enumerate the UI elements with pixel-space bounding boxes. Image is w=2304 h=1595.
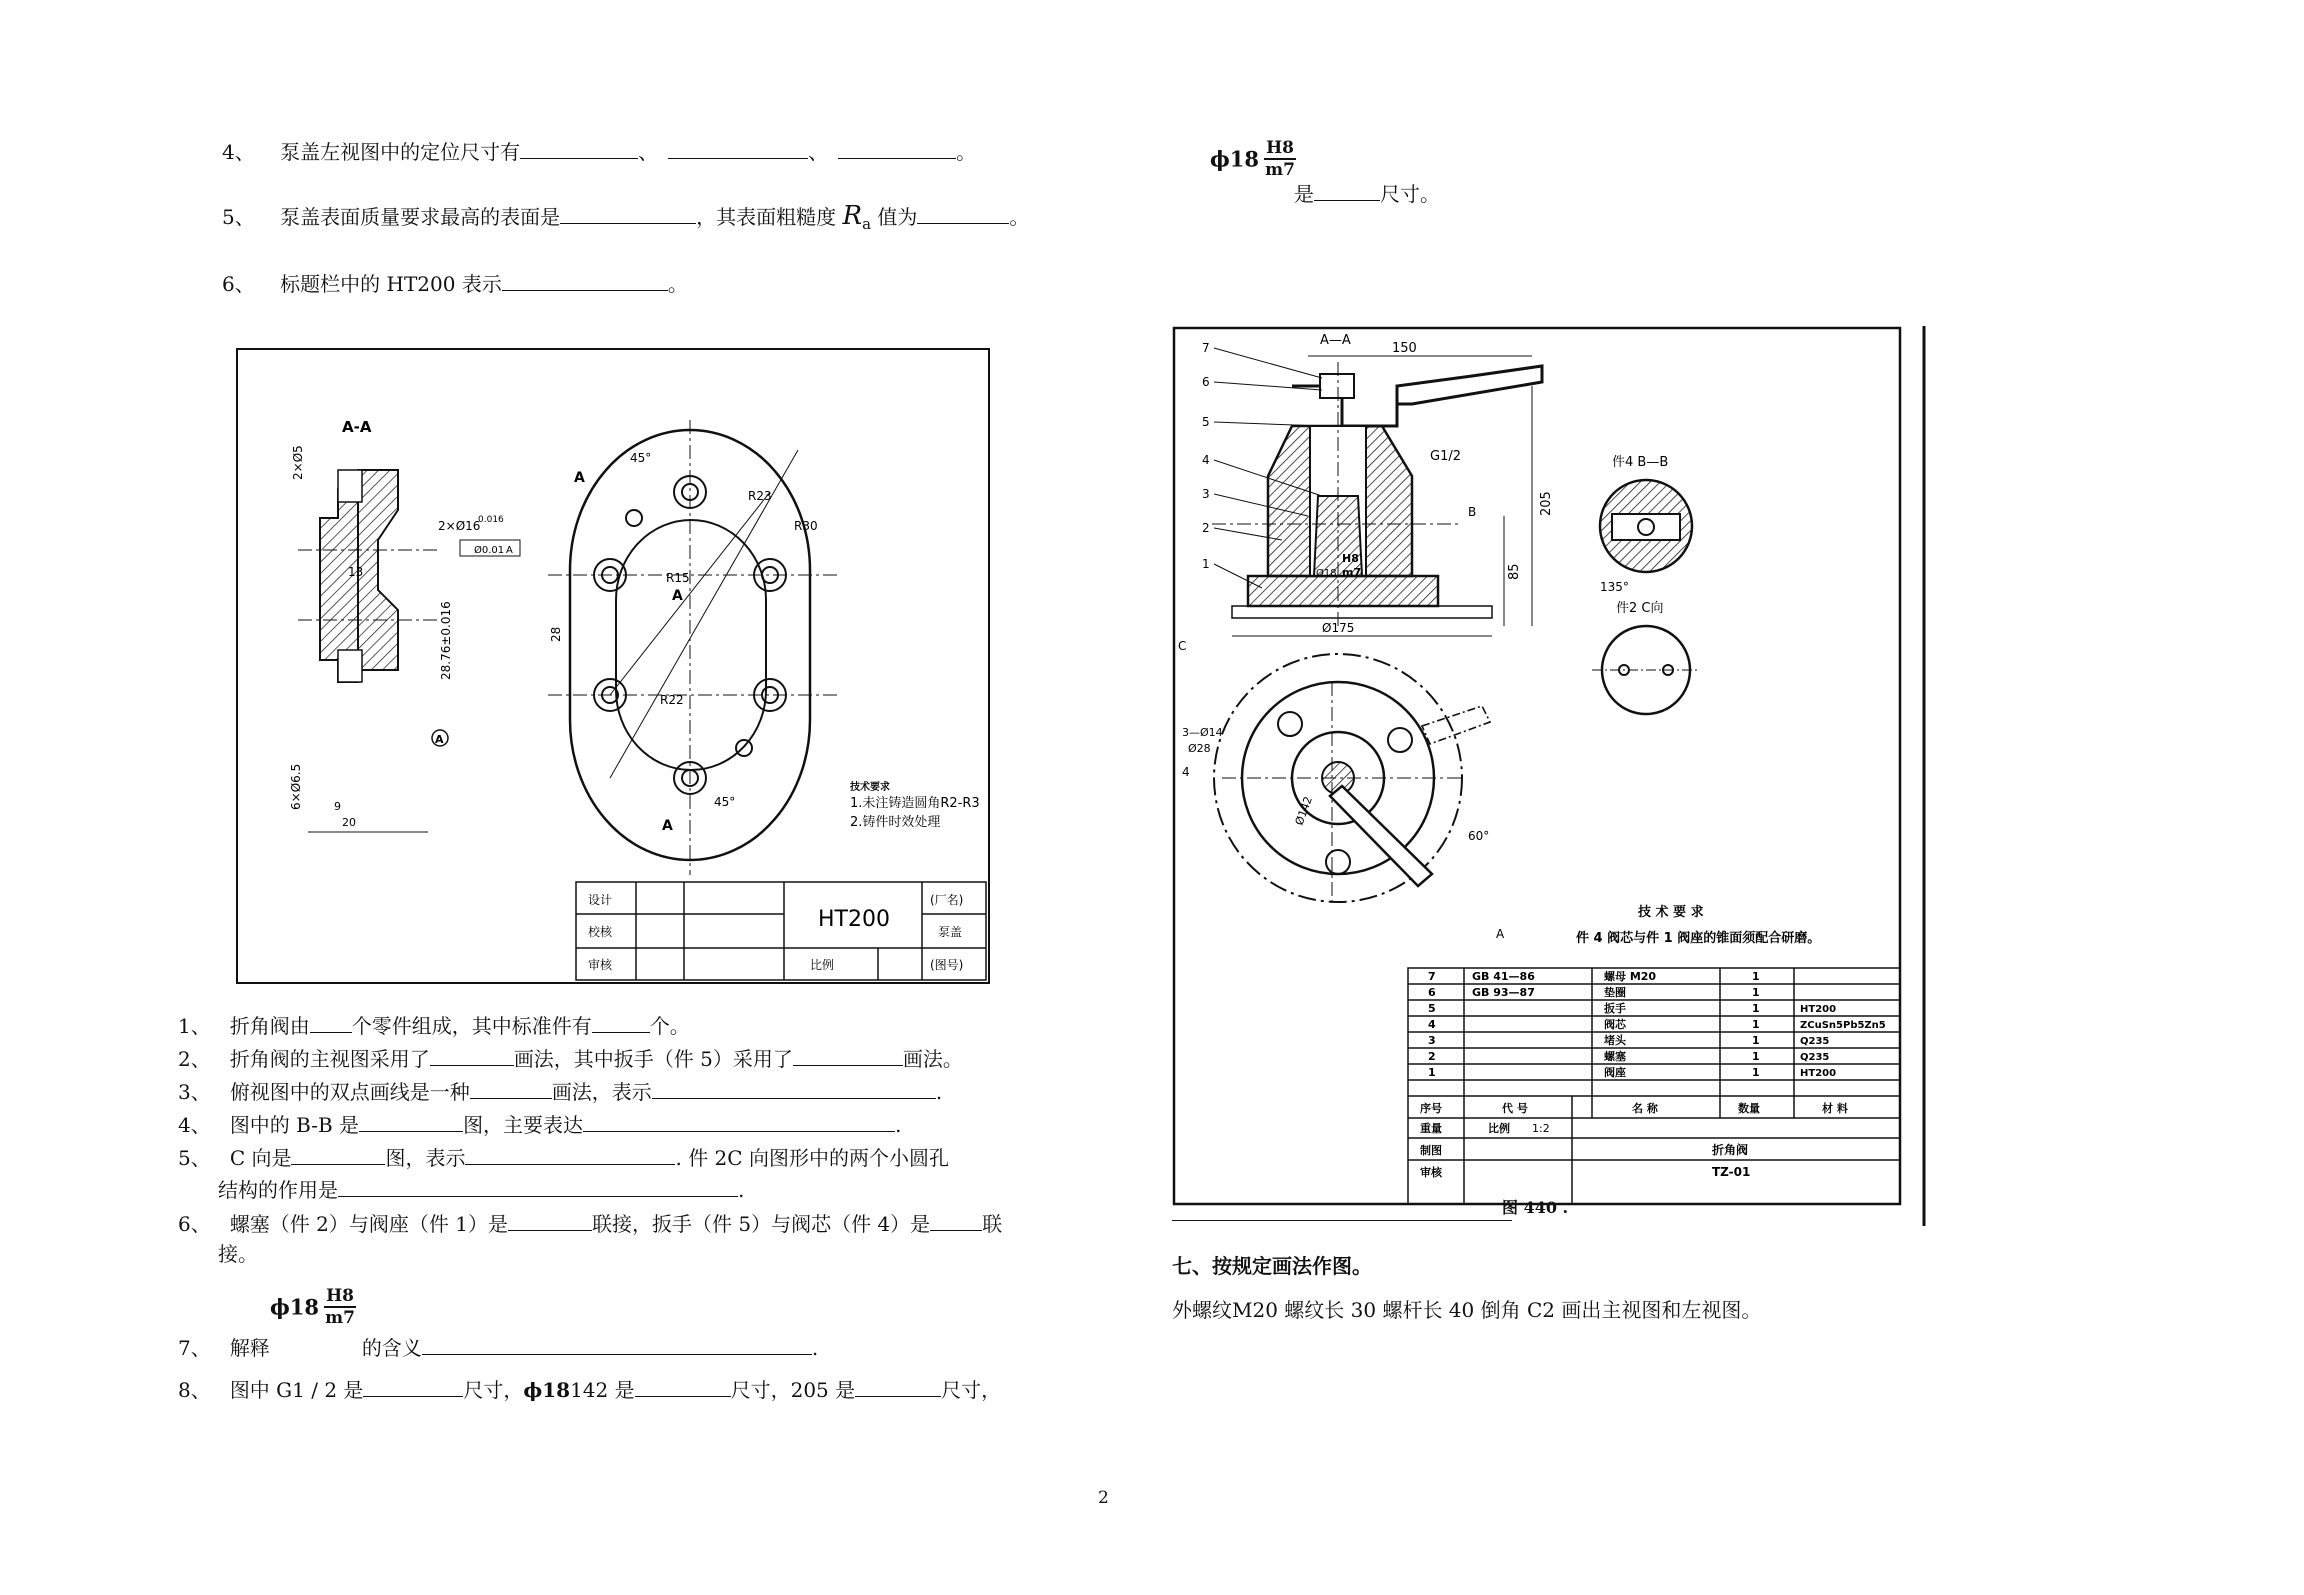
question-text: 值为 [877,205,918,229]
dim-label: Ø0.01 [474,545,505,556]
valve-question-2 [178,1047,963,1071]
flange-inner [616,520,766,770]
answer-blank[interactable] [793,1047,903,1066]
bom-cell-qty: 1 [1752,1034,1760,1047]
valve-question-3 [178,1080,942,1104]
dim-label: A [506,545,513,556]
question-number: 4、 [222,140,255,164]
question-text: 尺寸， [941,1378,1002,1402]
bolt-hole [1388,728,1412,752]
question-text: 图中 G1 / 2 是 [229,1378,364,1402]
question-text: 联 [982,1212,1003,1236]
answer-blank[interactable] [592,1014,650,1033]
bom-rows [1428,969,1886,1079]
title-block-material: HT200 [818,907,890,932]
bom-cell-name: 螺塞 [1604,1050,1626,1063]
base-flange [1232,606,1492,618]
dim-label: Ø142 [1292,794,1315,828]
question-text: 画法，其中扳手（件 5）采用了 [513,1047,793,1071]
fit-denominator: m7 [325,1308,355,1328]
dim-label: 28.76±0.016 [439,601,453,680]
bom-cell-qty: 1 [1752,986,1760,999]
question-text: 图中的 B-B 是 [229,1113,360,1137]
section-mark: C [1178,639,1187,653]
question-text: 尺寸。 [1380,182,1440,206]
answer-blank[interactable] [470,1080,552,1099]
bom-cell-mat: HT200 [1800,1004,1837,1015]
bom-cell-qty: 1 [1752,970,1760,983]
bom-cell-no: 4 [1428,1018,1436,1031]
leader-label: 2 [1202,521,1210,535]
fit-phi: ϕ18 [1210,146,1259,172]
question-text: C 向是 [229,1146,292,1170]
ra-subscript: a [862,215,872,233]
caption-underline [1172,1200,1512,1221]
dim-label: R30 [794,519,818,533]
angle-label: 45° [630,451,652,465]
dim-label: R22 [660,693,684,707]
answer-blank[interactable] [583,1113,895,1132]
dim-label: 3—Ø14 [1182,726,1223,739]
section-bore-bottom [338,650,362,682]
leader-label: 3 [1202,487,1210,501]
question-number: 7、 [178,1336,211,1360]
valve-question-1 [178,1014,690,1038]
bom-cell-mat: HT200 [1800,1068,1837,1079]
pump-cover-svg [238,350,988,982]
fit-numerator: H8 [326,1286,354,1306]
answer-blank[interactable] [930,1212,982,1231]
question-text: 解释 [229,1336,270,1360]
fit-fraction [1264,138,1296,180]
bom-header-cell: 数量 [1738,1102,1760,1115]
title-row-cell: 折角阀 [1712,1143,1749,1157]
tech-title: 技 术 要 求 [1638,905,1704,920]
section-body-right [358,470,398,670]
angle-label: 135° [1600,580,1629,594]
question-text: 图，表示 [385,1146,466,1170]
question-number: 2、 [178,1047,211,1071]
title-block-cell: 泵盖 [938,925,963,939]
bom-cell-no: 6 [1428,986,1436,999]
bom-cell-mat: Q235 [1800,1036,1830,1047]
bolt-hole [1278,712,1302,736]
bom-cell-no: 7 [1428,970,1436,983]
punctuation: 。 [1009,205,1030,229]
section-label: A—A [1320,333,1351,348]
bom-cell-no: 1 [1428,1066,1436,1079]
phi-symbol: ϕ18 [523,1378,571,1402]
section7-text: 外螺纹M20 螺纹长 30 螺杆长 40 倒角 C2 画出主视图和左视图。 [1172,1298,1762,1322]
dim-label: 4 [1182,765,1190,779]
question-text: . [935,1080,943,1104]
valve-question-6 [178,1212,1002,1236]
bom-cell-name: 螺母 M20 [1604,970,1657,983]
title-row-cell: 比例 [1488,1122,1510,1135]
bom-cell-name: 堵头 [1604,1034,1626,1047]
fit-phi: ϕ18 [270,1294,319,1320]
title-row-cell: TZ-01 [1712,1165,1751,1179]
question-number: 6、 [178,1212,211,1236]
question-6-pump [222,272,688,296]
answer-blank[interactable] [668,140,808,159]
question-text: 结构的作用是 [218,1178,338,1202]
question-text: 142 是 [570,1378,635,1402]
valve-question-8 [178,1378,1001,1402]
question-number: 4、 [178,1113,211,1137]
bom-cell-mat: Q235 [1800,1052,1830,1063]
question-text: 折角阀的主视图采用了 [229,1047,430,1071]
dim-label: G1/2 [1430,449,1461,464]
pump-cover-drawing [236,348,990,984]
question-text: 尺寸， [463,1378,524,1402]
section-bore-top [338,470,362,502]
leader-labels [1202,341,1210,571]
leader-label: 7 [1202,341,1210,355]
bom-cell-name: 垫圈 [1604,986,1626,999]
answer-blank[interactable] [652,1080,936,1099]
question-text: 螺塞（件 2）与阀座（件 1）是 [229,1212,508,1236]
punctuation: 。 [667,272,688,296]
fit-numerator: H8 [1266,138,1294,158]
tech-notes-title: 技术要求 [850,782,890,793]
angle-label: 45° [714,795,736,809]
question-text: 的含义 [361,1336,422,1360]
section-mark: A [672,588,683,604]
fit-symbol-left [270,1286,356,1328]
question-number: 3、 [178,1080,211,1104]
bolt-hole [1326,850,1350,874]
answer-blank[interactable] [1314,182,1380,201]
title-row-cell: 制图 [1420,1144,1442,1157]
bom-cell-name: 阀座 [1604,1066,1626,1079]
valve-question-4 [178,1113,901,1137]
answer-blank[interactable] [502,272,668,291]
dim-label: Ø28 [1188,742,1211,755]
title-block-cell: 比例 [810,958,835,972]
figure-caption: 图 440 . [1502,1198,1569,1217]
dim-label: 20 [342,816,356,829]
question-number: 5、 [178,1146,211,1170]
separator: 、 [638,140,659,164]
dim-label: 2×Ø5 [291,445,305,480]
leader-label: 4 [1202,453,1210,467]
leader-label: 1 [1202,557,1210,571]
question-text: 接。 [218,1242,258,1266]
section-label: 件4 B—B [1612,455,1669,470]
question-number: 6、 [222,272,255,296]
answer-blank[interactable] [359,1113,463,1132]
answer-blank[interactable] [917,205,1009,224]
question-5-pump [222,201,1030,236]
leader-label: 6 [1202,375,1210,389]
title-row-cell: 审核 [1420,1166,1442,1179]
valve-assembly-drawing [1172,326,1930,1226]
bom-cell-qty: 1 [1752,1002,1760,1015]
dim-label: 205 [1539,491,1554,516]
bom-cell-no: 5 [1428,1002,1436,1015]
question-text: 尺寸，205 是 [730,1378,856,1402]
question-text: 个。 [649,1014,690,1038]
leader-label: 5 [1202,415,1210,429]
punctuation: 。 [956,140,977,164]
bom-cell-no: 3 [1428,1034,1436,1047]
dim-label: R15 [666,571,690,585]
answer-blank[interactable] [422,1336,812,1355]
datum-label: A [435,733,444,746]
bom-cell-name: 扳手 [1604,1002,1626,1015]
section-mark: B [1468,505,1477,519]
fit-denominator: m7 [1265,160,1295,180]
ra-symbol: R [842,201,863,231]
answer-blank[interactable] [363,1378,463,1397]
section7-title: 七、按规定画法作图。 [1172,1254,1372,1278]
bom-cell-mat: ZCuSn5Pb5Zn5 [1800,1020,1886,1031]
section-mark: A [574,470,585,486]
valve-assembly-svg [1172,326,1930,1226]
question-number: 8、 [178,1378,211,1402]
question-text: 画法。 [902,1047,963,1071]
dim-label: 6×Ø6.5 [289,763,303,810]
dim-label: 150 [1392,341,1417,356]
answer-blank[interactable] [635,1378,731,1397]
fit-label: H8 [1342,552,1359,565]
question-text: 泵盖左视图中的定位尺寸有 [280,140,521,164]
section-mark: A [662,818,673,834]
tech-note: 2.铸件时效处理 [850,815,941,830]
bom-cell-code: GB 41—86 [1472,970,1535,983]
fit-fraction [324,1286,356,1328]
valve-question-6-line2 [218,1242,258,1266]
question-text: 泵盖表面质量要求最高的表面是 [280,205,561,229]
section-mark: A [1496,927,1505,941]
section-label: 件2 C向 [1616,601,1664,616]
bom-header-cell: 代 号 [1502,1102,1528,1115]
title-row-cell: 重量 [1420,1122,1442,1135]
bom-header-cell: 材 料 [1822,1102,1848,1115]
title-block-cell: (厂名) [930,893,964,907]
question-text: 图，主要表达 [463,1113,584,1137]
fit-label: m7 [1342,566,1362,579]
nut-part [1320,374,1354,398]
answer-blank[interactable] [855,1378,941,1397]
question-text: ，其表面粗糙度 [696,205,837,229]
tech-note: 件 4 阀芯与件 1 阀座的锥面须配合研磨。 [1576,931,1821,946]
section-label: A-A [342,418,372,436]
question-text: 联接，扳手（件 5）与阀芯（件 4）是 [591,1212,931,1236]
question-text: . [895,1113,902,1137]
answer-blank[interactable] [430,1047,514,1066]
bom-cell-name: 阀芯 [1604,1018,1626,1031]
bom-cell-code: GB 93—87 [1472,986,1535,999]
question-8-continued [1294,182,1440,206]
dim-label: 0.016 [478,515,504,525]
question-4-pump [222,140,976,164]
title-block-cell: 校核 [588,925,613,939]
bom-cell-qty: 1 [1752,1050,1760,1063]
question-text: . 件 2C 向图形中的两个小圆孔 [675,1146,949,1170]
dim-label: Ø18 [1316,568,1337,579]
angle-label: 60° [1468,829,1490,843]
title-block-cell: 设计 [588,893,613,907]
tech-note: 1.未注铸造圆角R2-R3 [850,796,980,811]
valve-question-5 [178,1146,949,1170]
section-bb-hole [1638,519,1654,535]
bom-header-cell: 名 称 [1632,1102,1658,1115]
separator: 、 [808,140,829,164]
dim-label: R23 [748,489,772,503]
question-text: 标题栏中的 HT200 表示 [280,272,502,296]
answer-blank[interactable] [465,1146,675,1165]
page-number: 2 [1098,1488,1109,1508]
question-text: . [811,1336,819,1360]
title-row-cell: 1:2 [1532,1122,1550,1135]
dim-label: 2×Ø16 [438,519,481,533]
answer-blank[interactable] [838,140,956,159]
valve-question-7 [178,1336,818,1360]
question-number: 5、 [222,205,255,229]
question-number: 1、 [178,1014,211,1038]
question-text: 折角阀由 [229,1014,310,1038]
answer-blank[interactable] [508,1212,592,1231]
valve-question-5-line2 [218,1178,744,1202]
valve-base [1248,576,1438,606]
question-text: 画法，表示 [551,1080,652,1104]
title-block-cell: (图号) [930,958,964,972]
answer-blank[interactable] [338,1178,738,1197]
fit-symbol-right [1210,138,1296,180]
bom-cell-no: 2 [1428,1050,1436,1063]
question-text: . [738,1178,745,1202]
title-block [576,882,986,980]
dim-label: 9 [334,800,341,813]
dim-label: 28 [549,626,563,642]
dim-label: 13 [348,565,364,579]
dim-label: 85 [1507,563,1522,580]
answer-blank[interactable] [310,1014,352,1033]
bom-cell-qty: 1 [1752,1018,1760,1031]
bom-header-cell: 序号 [1420,1102,1442,1115]
question-text: 个零件组成，其中标准件有 [351,1014,592,1038]
answer-blank[interactable] [520,140,638,159]
answer-blank[interactable] [291,1146,385,1165]
bom-cell-qty: 1 [1752,1066,1760,1079]
question-text: 是 [1294,182,1314,206]
dim-label: Ø175 [1322,621,1355,635]
answer-blank[interactable] [560,205,696,224]
question-text: 俯视图中的双点画线是一种 [229,1080,470,1104]
title-block-cell: 审核 [588,958,613,972]
